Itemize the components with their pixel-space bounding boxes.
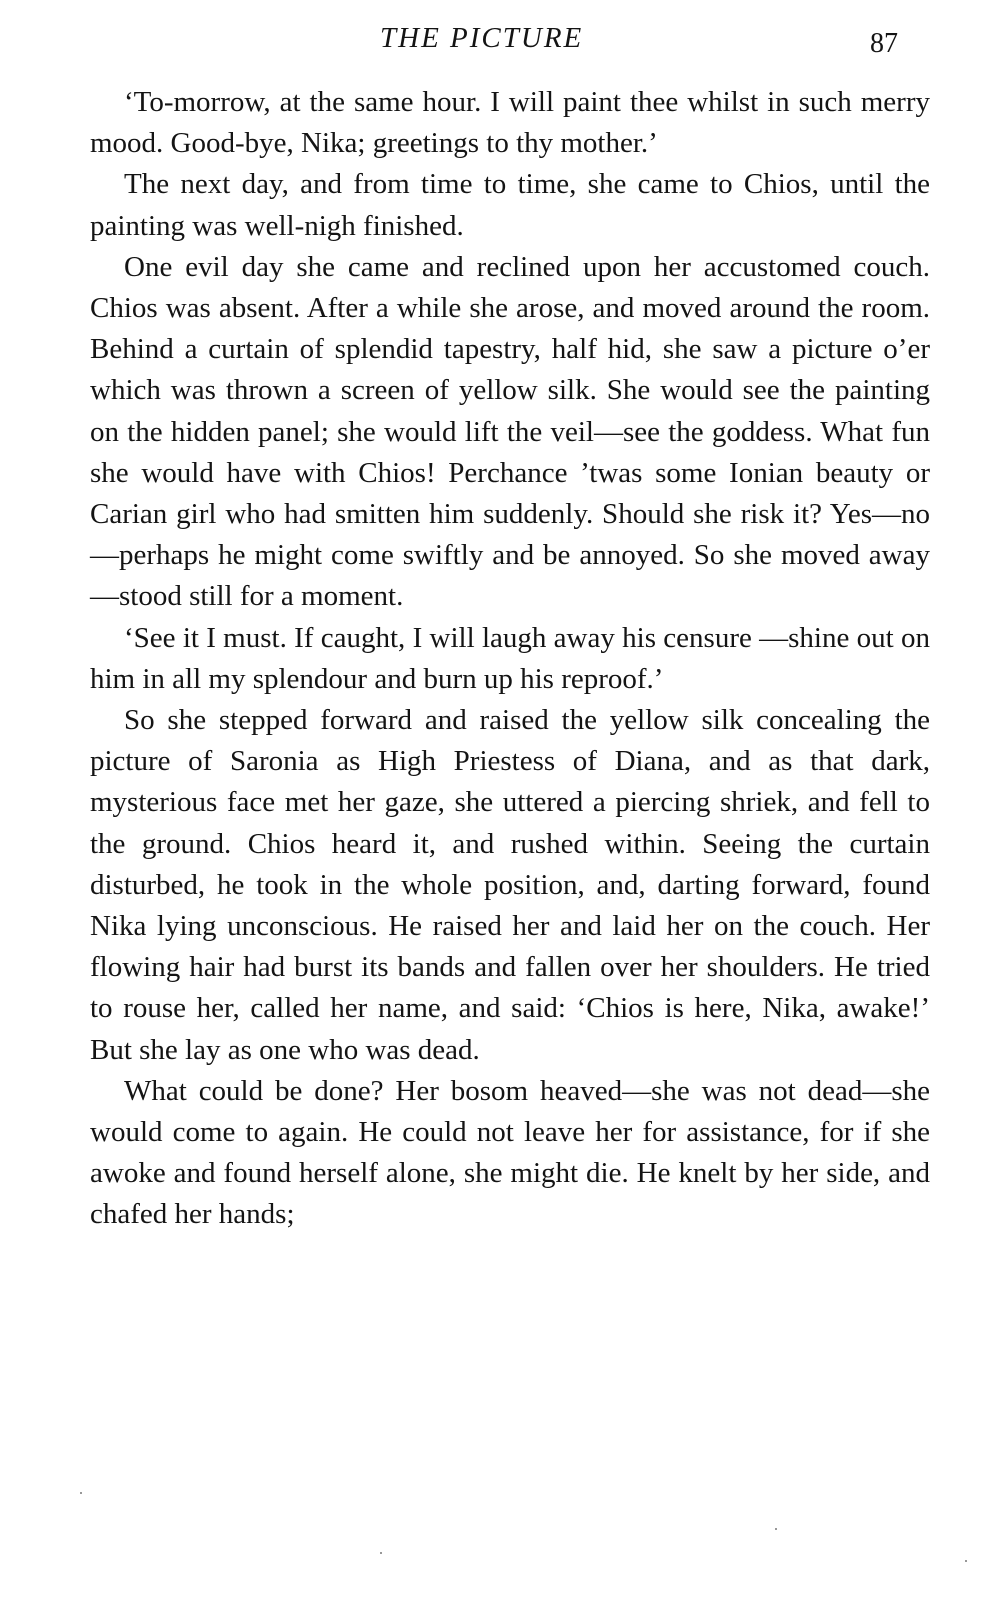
paragraph: The next day, and from time to time, she came to Chios, until the painting was well-nigh finished. (90, 168, 930, 242)
running-head (0, 22, 1001, 62)
scan-speck (380, 1552, 382, 1554)
scan-speck (80, 1492, 82, 1494)
paragraph: So she stepped forward and raised the yellow silk concealing the picture of Saronia as High Priestess of Diana, and as that dark, mysterious face met her gaze, she uttered a piercing shriek, and fell to the ground. Chios heard it, and rushed within. Seeing the curtain disturbed, he took in the whole position, and, darting forward, found Nika lying unconscious. He raised her and laid her on the couch. Her flowing hair had burst its bands and fallen over her shoulders. He tried to rouse her, called her name, and said: ‘Chios is here, Nika, awake!’ But she lay as one who was dead. (90, 704, 930, 1066)
paragraph: ‘See it I must. If caught, I will laugh away his censure —shine out on him in all my splendour and burn up his reproof.’ (90, 621, 930, 695)
body-text (90, 82, 930, 1236)
scan-speck (965, 1560, 967, 1562)
page-number: 87 (870, 28, 898, 59)
paragraph: One evil day she came and reclined upon her accustomed couch. Chios was absent. After a while she arose, and moved around the room. Behind a curtain of splendid tapestry, half hid, she saw a picture o’er which was thrown a screen of yellow silk. She would see the painting on the hidden panel; she would lift the veil—see the goddess. What fun she would have with Chios! Perchance ’twas some Ionian beauty or Carian girl who had smitten him suddenly. Should she risk it? Yes—no—perhaps he might come swiftly and be annoyed. So she moved away —stood still for a moment. (90, 250, 930, 613)
scan-speck (775, 1528, 777, 1530)
paragraph: ‘To-morrow, at the same hour. I will paint thee whilst in such merry mood. Good-bye, Nika; greetings to thy mother.’ (90, 86, 930, 160)
running-title: THE PICTURE (380, 22, 584, 54)
paragraph: What could be done? Her bosom heaved—she was not dead—she would come to again. He could not leave her for assistance, for if she awoke and found herself alone, she might die. He knelt by her side, and chafed her hands; (90, 1074, 930, 1231)
